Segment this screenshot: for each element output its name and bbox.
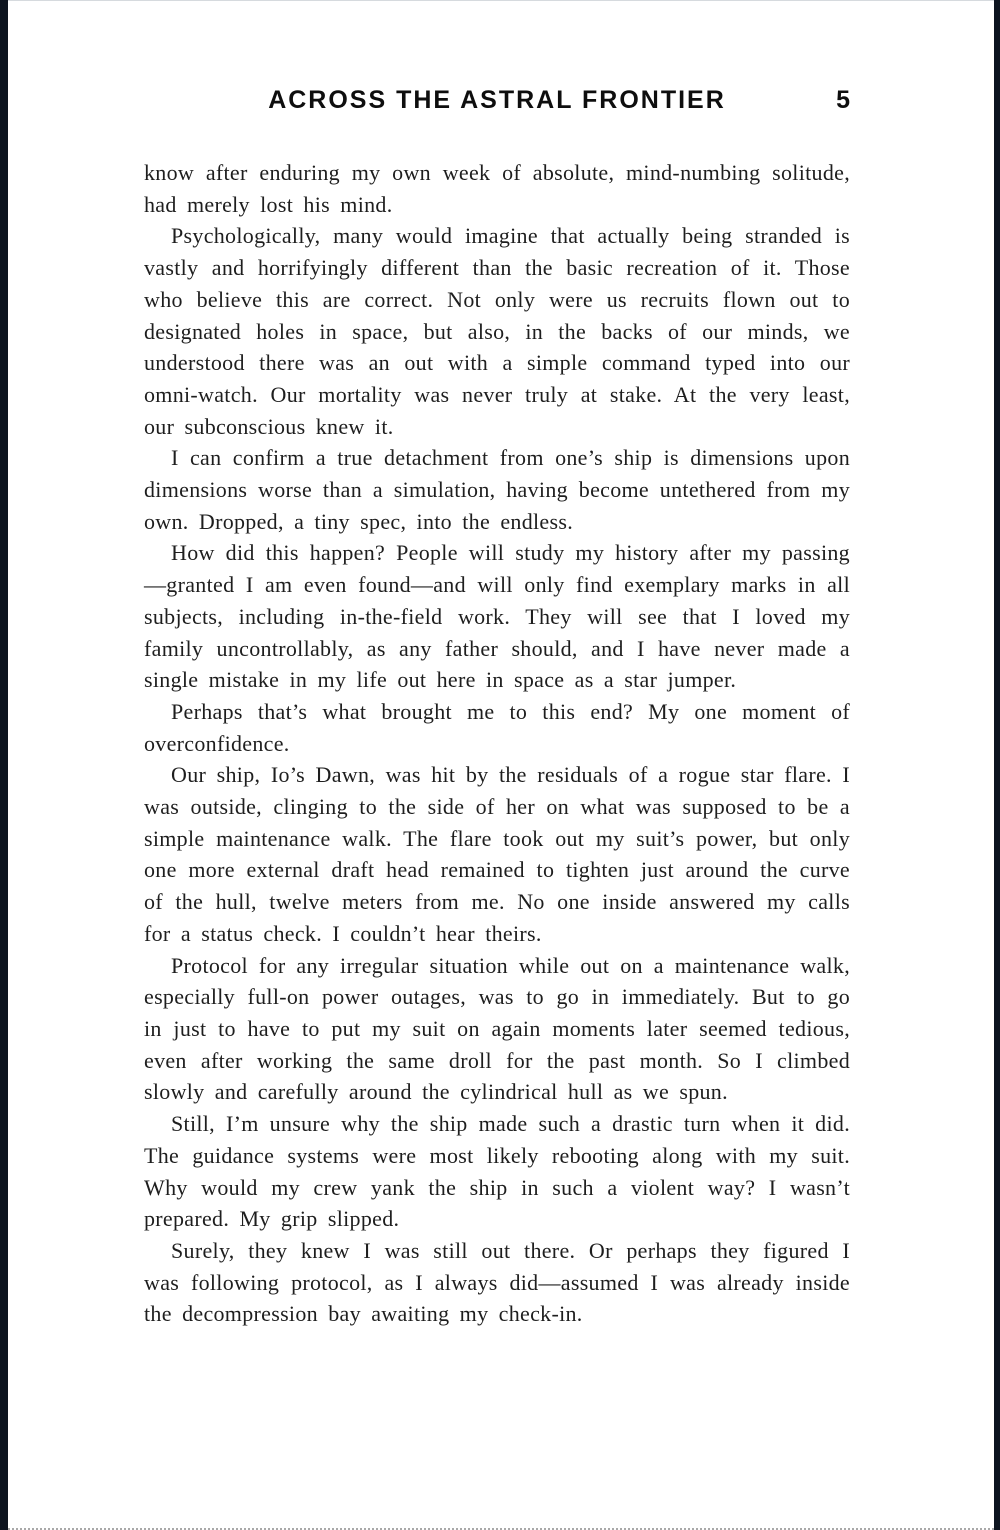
- body-paragraph: Protocol for any irregular situation while out on a maintenance walk, especially full-on power outages, was to go in immediately. But to go in just to have to put my suit on again moments later seemed tedious, even after working the same droll for the past month. So I climbed slowly and carefully around the cylindrical hull as we spun.: [144, 952, 850, 1105]
- running-head-title: ACROSS THE ASTRAL FRONTIER: [268, 86, 726, 114]
- page-number: 5: [836, 86, 850, 114]
- viewer-edge-right: [994, 0, 1000, 1530]
- body-paragraph: Still, I’m unsure why the ship made such a drastic turn when it did. The guidance systems were most likely rebooting along with my suit. Why would my crew yank the ship in such a violent way? I wasn’t prepared. My grip slipped.: [144, 1111, 850, 1232]
- body-paragraph: Perhaps that’s what brought me to this end? My one moment of overconfidence.: [144, 698, 850, 756]
- body-paragraph: I can confirm a true detachment from one’s ship is dimensions upon dimensions worse than a simulation, having become untethered from my own. Dropped, a tiny spec, into the endless.: [144, 445, 850, 534]
- body-paragraph: Psychologically, many would imagine that actually being stranded is vastly and horrifyingly different than the basic recreation of it. Those who believe this are correct. Not only were us recruits flown out to designated holes in space, but also, in the backs of our minds, we understood there was an out with a simple command typed into our omni-watch. Our mortality was never truly at stake. At the very least, our subconscious knew it.: [144, 223, 850, 439]
- body-text: [144, 157, 850, 1330]
- body-paragraph: Surely, they knew I was still out there. Or perhaps they figured I was following protocol, as I always did—assumed I was already inside the decompression bay awaiting my check-in.: [144, 1237, 850, 1327]
- body-paragraph: Our ship, Io’s Dawn, was hit by the residuals of a rogue star flare. I was outside, clinging to the side of her on what was supposed to be a simple maintenance walk. The flare took out my suit’s power, but only one more external draft head remained to tighten just around the curve of the hull, twelve meters from me. No one inside answered my calls for a status check. I couldn’t hear theirs.: [144, 762, 850, 946]
- body-paragraph: know after enduring my own week of absolute, mind-numbing solitude, had merely lost his mind.: [144, 160, 850, 217]
- book-page: [8, 0, 994, 1530]
- body-paragraph: How did this happen? People will study my history after my passing—granted I am even found—and will only find exemplary marks in all subjects, including in-the-field work. They will see that I loved my family uncontrollably, as any father should, and I have never made a single mistake in my life out here in space as a star jumper.: [144, 540, 850, 693]
- viewer-edge-left: [0, 0, 8, 1530]
- running-head: [144, 85, 850, 115]
